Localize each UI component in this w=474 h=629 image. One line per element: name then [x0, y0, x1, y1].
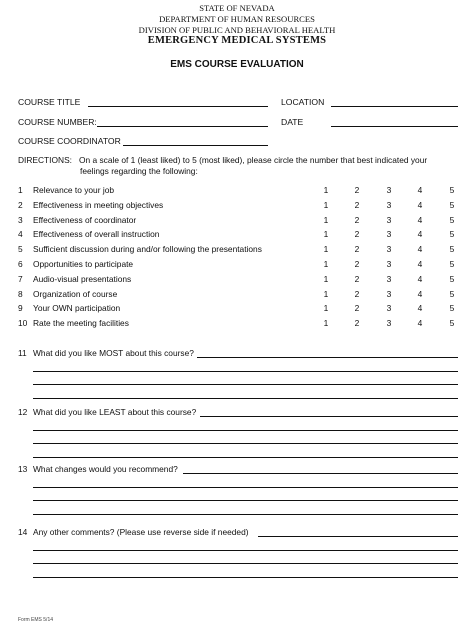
rating-number: 7: [18, 273, 23, 284]
rating-number: 10: [18, 318, 28, 329]
rating-option-3[interactable]: 3: [386, 288, 392, 299]
header-division: DIVISION OF PUBLIC AND BEHAVIORAL HEALTH: [138, 25, 336, 35]
rating-label: Organization of course: [33, 288, 118, 299]
rating-row: [0, 229, 474, 241]
question-text: Any other comments? (Please use reverse side if needed): [33, 527, 249, 537]
rating-option-5[interactable]: 5: [449, 214, 455, 225]
rating-option-3[interactable]: 3: [386, 244, 392, 255]
rating-label: Effectiveness of coordinator: [33, 214, 137, 225]
rating-option-1[interactable]: 1: [323, 244, 329, 255]
directions-line2: feelings regarding the following:: [80, 165, 198, 176]
rating-option-4[interactable]: 4: [417, 214, 423, 225]
answer-line[interactable]: [33, 487, 458, 488]
answer-line[interactable]: [33, 443, 458, 444]
course-coordinator-field[interactable]: [123, 145, 268, 146]
rating-option-4[interactable]: 4: [417, 273, 423, 284]
course-number-label: COURSE NUMBER:: [18, 117, 97, 127]
answer-line[interactable]: [33, 514, 458, 515]
answer-line[interactable]: [258, 536, 458, 537]
rating-option-2[interactable]: 2: [354, 273, 360, 284]
rating-row: [0, 289, 474, 301]
rating-option-3[interactable]: 3: [386, 214, 392, 225]
rating-option-5[interactable]: 5: [449, 229, 455, 240]
rating-option-4[interactable]: 4: [417, 288, 423, 299]
rating-option-5[interactable]: 5: [449, 244, 455, 255]
rating-option-2[interactable]: 2: [354, 303, 360, 314]
question-number: 11: [18, 348, 27, 358]
rating-option-4[interactable]: 4: [417, 185, 423, 195]
rating-row: [0, 244, 474, 256]
question-number: 12: [18, 407, 28, 417]
rating-option-4[interactable]: 4: [417, 259, 423, 269]
location-field[interactable]: [331, 106, 458, 107]
rating-option-1[interactable]: 1: [323, 273, 329, 284]
directions: [18, 155, 458, 176]
answer-line[interactable]: [183, 473, 458, 474]
question-text: What did you like LEAST about this course?: [33, 407, 197, 417]
rating-number: 3: [18, 214, 23, 225]
rating-option-4[interactable]: 4: [417, 244, 423, 255]
rating-number: 2: [18, 199, 23, 210]
rating-option-2[interactable]: 2: [354, 229, 360, 240]
location-label: LOCATION: [281, 97, 325, 107]
rating-row: [0, 303, 474, 315]
rating-label: Effectiveness in meeting objectives: [33, 199, 164, 210]
rating-number: 6: [18, 259, 23, 269]
rating-label: Effectiveness of overall instruction: [33, 229, 160, 240]
rating-option-4[interactable]: 4: [417, 318, 423, 329]
question-text: What changes would you recommend?: [33, 464, 178, 474]
rating-number: 8: [18, 288, 23, 299]
rating-option-5[interactable]: 5: [449, 303, 455, 314]
directions-label: DIRECTIONS:: [18, 155, 72, 165]
question-number: 14: [18, 527, 28, 537]
rating-label: Relevance to your job: [33, 185, 115, 195]
course-title-field[interactable]: [88, 106, 268, 107]
rating-row: [0, 200, 474, 212]
rating-option-1[interactable]: 1: [323, 303, 329, 314]
rating-row: [0, 259, 474, 271]
rating-option-1[interactable]: 1: [323, 199, 329, 210]
rating-option-2[interactable]: 2: [354, 185, 360, 195]
rating-option-2[interactable]: 2: [354, 214, 360, 225]
answer-line[interactable]: [33, 384, 458, 385]
rating-option-2[interactable]: 2: [354, 244, 360, 255]
rating-option-2[interactable]: 2: [354, 199, 360, 210]
header-department: DEPARTMENT OF HUMAN RESOURCES: [159, 14, 315, 24]
course-number-field[interactable]: [97, 126, 268, 127]
rating-option-1[interactable]: 1: [323, 259, 329, 269]
rating-row: [0, 185, 474, 197]
rating-label: Audio-visual presentations: [33, 273, 132, 284]
course-coordinator-label: COURSE COORDINATOR: [18, 136, 121, 146]
question-text: What did you like MOST about this course?: [33, 348, 194, 358]
answer-line[interactable]: [33, 550, 458, 551]
rating-option-5[interactable]: 5: [449, 273, 455, 284]
rating-row: [0, 318, 474, 330]
rating-label: Rate the meeting facilities: [33, 318, 129, 329]
rating-option-3[interactable]: 3: [386, 199, 392, 210]
course-title-label: COURSE TITLE: [18, 97, 81, 107]
rating-option-2[interactable]: 2: [354, 318, 360, 329]
rating-option-2[interactable]: 2: [354, 259, 360, 269]
answer-line[interactable]: [33, 577, 458, 578]
rating-label: Your OWN participation: [33, 303, 121, 314]
date-label: DATE: [281, 117, 304, 127]
header-state: STATE OF NEVADA: [199, 3, 275, 13]
rating-option-3[interactable]: 3: [386, 185, 392, 195]
answer-line[interactable]: [200, 416, 458, 417]
answer-line[interactable]: [33, 398, 458, 399]
rating-label: Sufficient discussion during and/or following the presentations: [33, 244, 262, 255]
rating-option-3[interactable]: 3: [386, 273, 392, 284]
rating-option-2[interactable]: 2: [354, 288, 360, 299]
rating-option-4[interactable]: 4: [417, 303, 423, 314]
rating-option-1[interactable]: 1: [323, 288, 329, 299]
rating-option-3[interactable]: 3: [386, 303, 392, 314]
form-title: EMS COURSE EVALUATION: [170, 59, 304, 70]
rating-label: Opportunities to participate: [33, 259, 134, 269]
answer-line[interactable]: [33, 563, 458, 564]
rating-number: 5: [18, 244, 23, 255]
rating-number: 1: [18, 185, 23, 195]
form-number: Form EMS 5/14: [18, 617, 54, 623]
answer-line[interactable]: [33, 371, 458, 372]
rating-row: [0, 274, 474, 286]
directions-line1: On a scale of 1 (least liked) to 5 (most liked), please circle the number that best indicated your: [78, 155, 428, 165]
rating-option-1[interactable]: 1: [323, 229, 329, 240]
answer-line[interactable]: [33, 430, 458, 431]
rating-option-1[interactable]: 1: [323, 185, 329, 195]
rating-option-5[interactable]: 5: [449, 318, 455, 329]
rating-option-4[interactable]: 4: [417, 199, 423, 210]
rating-option-5[interactable]: 5: [449, 185, 455, 195]
rating-option-4[interactable]: 4: [417, 229, 423, 240]
rating-option-1[interactable]: 1: [323, 214, 329, 225]
rating-number: 4: [18, 229, 23, 240]
header-program: EMERGENCY MEDICAL SYSTEMS: [147, 35, 327, 46]
rating-option-3[interactable]: 3: [386, 318, 392, 329]
rating-number: 9: [18, 303, 23, 314]
question-number: 13: [18, 464, 28, 474]
date-field[interactable]: [331, 126, 458, 127]
answer-line[interactable]: [33, 457, 458, 458]
answer-line[interactable]: [33, 500, 458, 501]
rating-option-5[interactable]: 5: [449, 288, 455, 299]
rating-option-1[interactable]: 1: [323, 318, 329, 329]
rating-option-3[interactable]: 3: [386, 229, 392, 240]
rating-option-3[interactable]: 3: [386, 259, 392, 269]
rating-option-5[interactable]: 5: [449, 199, 455, 210]
answer-line[interactable]: [197, 357, 458, 358]
rating-row: [0, 215, 474, 227]
rating-option-5[interactable]: 5: [449, 259, 455, 269]
